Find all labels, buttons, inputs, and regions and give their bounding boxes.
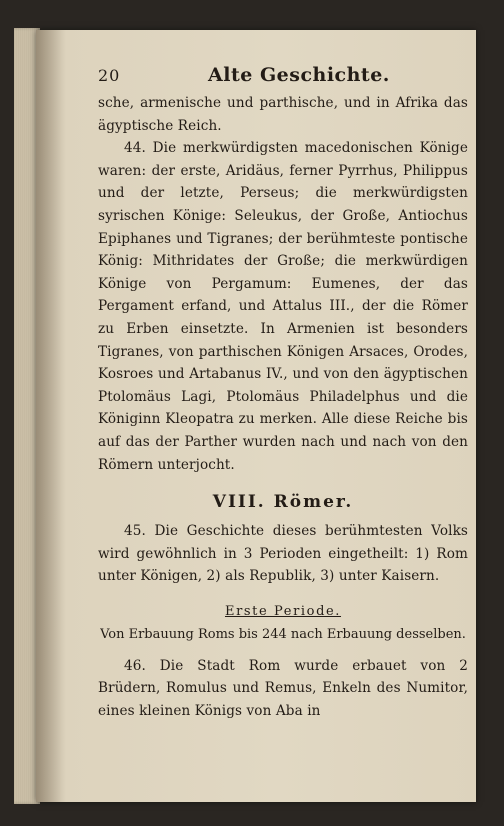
paragraph-44: 44. Die merkwürdigsten macedonischen Könige waren: der erste, Aridäus, ferner Pyrrhus, Philippus und der letzte, Perseus; die merkwürdigsten syrischen Könige: Seleukus, der Große, Antiochus Epiphanes und Tigranes; der berühmteste pontische König: Mithridates der Große; die merkwürdigen Könige von Pergamum: Eumenes, der das Pergament erfand, und Attalus III., der die Römer zu Erben einsetzte. In Armenien ist besonders Tigranes, von parthischen Königen Arsaces, Orodes, Kosroes und Artabanus IV., und von den ägyptischen Ptolomäus Lagi, Ptolomäus Philadelphus und die Königinn Kleopatra zu merken. Alle diese Reiche bis auf das der Parther wurden nach und nach von den Römern unterjocht. (98, 140, 468, 473)
paragraph-continuation: sche, armenische und parthische, und in Afrika das ägyptische Reich. (98, 95, 468, 134)
running-head (98, 64, 468, 92)
running-title: Alte Geschichte. (208, 64, 390, 86)
page-number: 20 (98, 66, 121, 85)
paragraph-45: 45. Die Geschichte dieses berühmtesten Volks wird gewöhnlich in 3 Perioden eingetheilt: 1) Rom unter Königen, 2) als Republik, 3) unter Kaisern. (98, 523, 468, 585)
period-title: Erste Periode. (224, 603, 342, 619)
book-page (36, 30, 476, 802)
page-content (98, 64, 468, 723)
body-text (98, 92, 468, 723)
binding-shadow (36, 30, 66, 802)
section-heading: VIII. Römer. (212, 492, 354, 513)
paragraph-46: 46. Die Stadt Rom wurde erbauet von 2 Brüdern, Romulus und Remus, Enkeln des Numitor, eines kleinen Königs von Aba in (98, 657, 468, 720)
period-subtitle: Von Erbauung Roms bis 244 nach Erbauung desselben. (100, 626, 466, 642)
